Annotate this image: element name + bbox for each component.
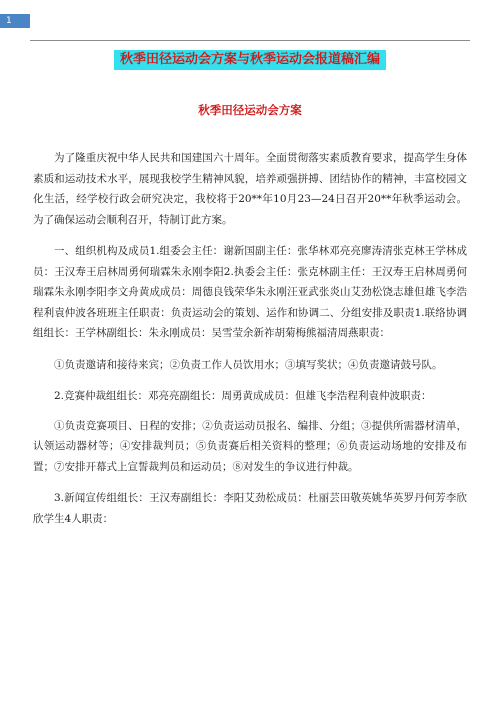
competition-duties-paragraph: ①负责竞赛项目、日程的安排；②负责运动员报名、编排、分组；③提供所需器材清单，认领运动器材等；④安排裁判员；⑤负责赛后相关资料的整理；⑥负责运动场地的安排及布置；⑦安排开幕式上宣誓裁判员和运动员；⑧对发生的争议进行仲裁。 bbox=[33, 419, 467, 473]
competition-group-paragraph: 2.竞赛仲裁组组长：邓亮亮副组长：周勇黄成成员：但雄飞李浩程利袁仲波职责： bbox=[54, 390, 432, 402]
intro-paragraph: 为了隆重庆祝中华人民共和国建国六十周年。全面贯彻落实素质教育要求，提高学生身体素质和运动技术水平，展现我校学生精神风貌，培养顽强拼搏、团结协作的精神，丰富校园文化生活，经学校行政会研究决定，我校将于20**年10月23—24日召开20**年秋季运动会。为了确保运动会顺利召开，特制订此方案。 bbox=[33, 152, 467, 226]
page-number-badge: 1 bbox=[0, 14, 30, 28]
document-title: 秋季田径运动会方案与秋季运动会报道稿汇编 bbox=[114, 50, 386, 70]
liaison-duties-paragraph: ①负责邀请和接待来宾；②负责工作人员饮用水；③填写奖状；④负责邀请鼓号队。 bbox=[54, 358, 443, 371]
header-divider bbox=[30, 40, 470, 41]
organization-paragraph: 一、组织机构及成员1.组委会主任：谢新国副主任：张华林邓亮亮廖涛清张克林王学林成员：王汉寿王启林周勇何瑞霖朱永刚李阳2.执委会主任：张克林副主任：王汉寿王启林周勇何瑞霖朱永刚李阳李文舟黄成成员：周德良钱荣华朱永刚汪亚武张炎山艾劲松饶志雄但雄飞李浩程利袁仲波各班班主任职责：负责运动会的策划、运作和协调二、分组安排及职责1.联络协调组组长：王学林副组长：朱永刚成员：吴雪莹余新祚胡菊梅熊福清周燕职责： bbox=[33, 245, 467, 339]
document-body bbox=[33, 148, 467, 540]
press-group-paragraph: 3.新闻宣传组组长：王汉寿副组长：李阳艾劲松成员：杜丽芸田敬英姚华英罗丹何芳李欣欣学生4人职责： bbox=[33, 492, 467, 525]
section-title: 秋季田径运动会方案 bbox=[198, 103, 302, 117]
